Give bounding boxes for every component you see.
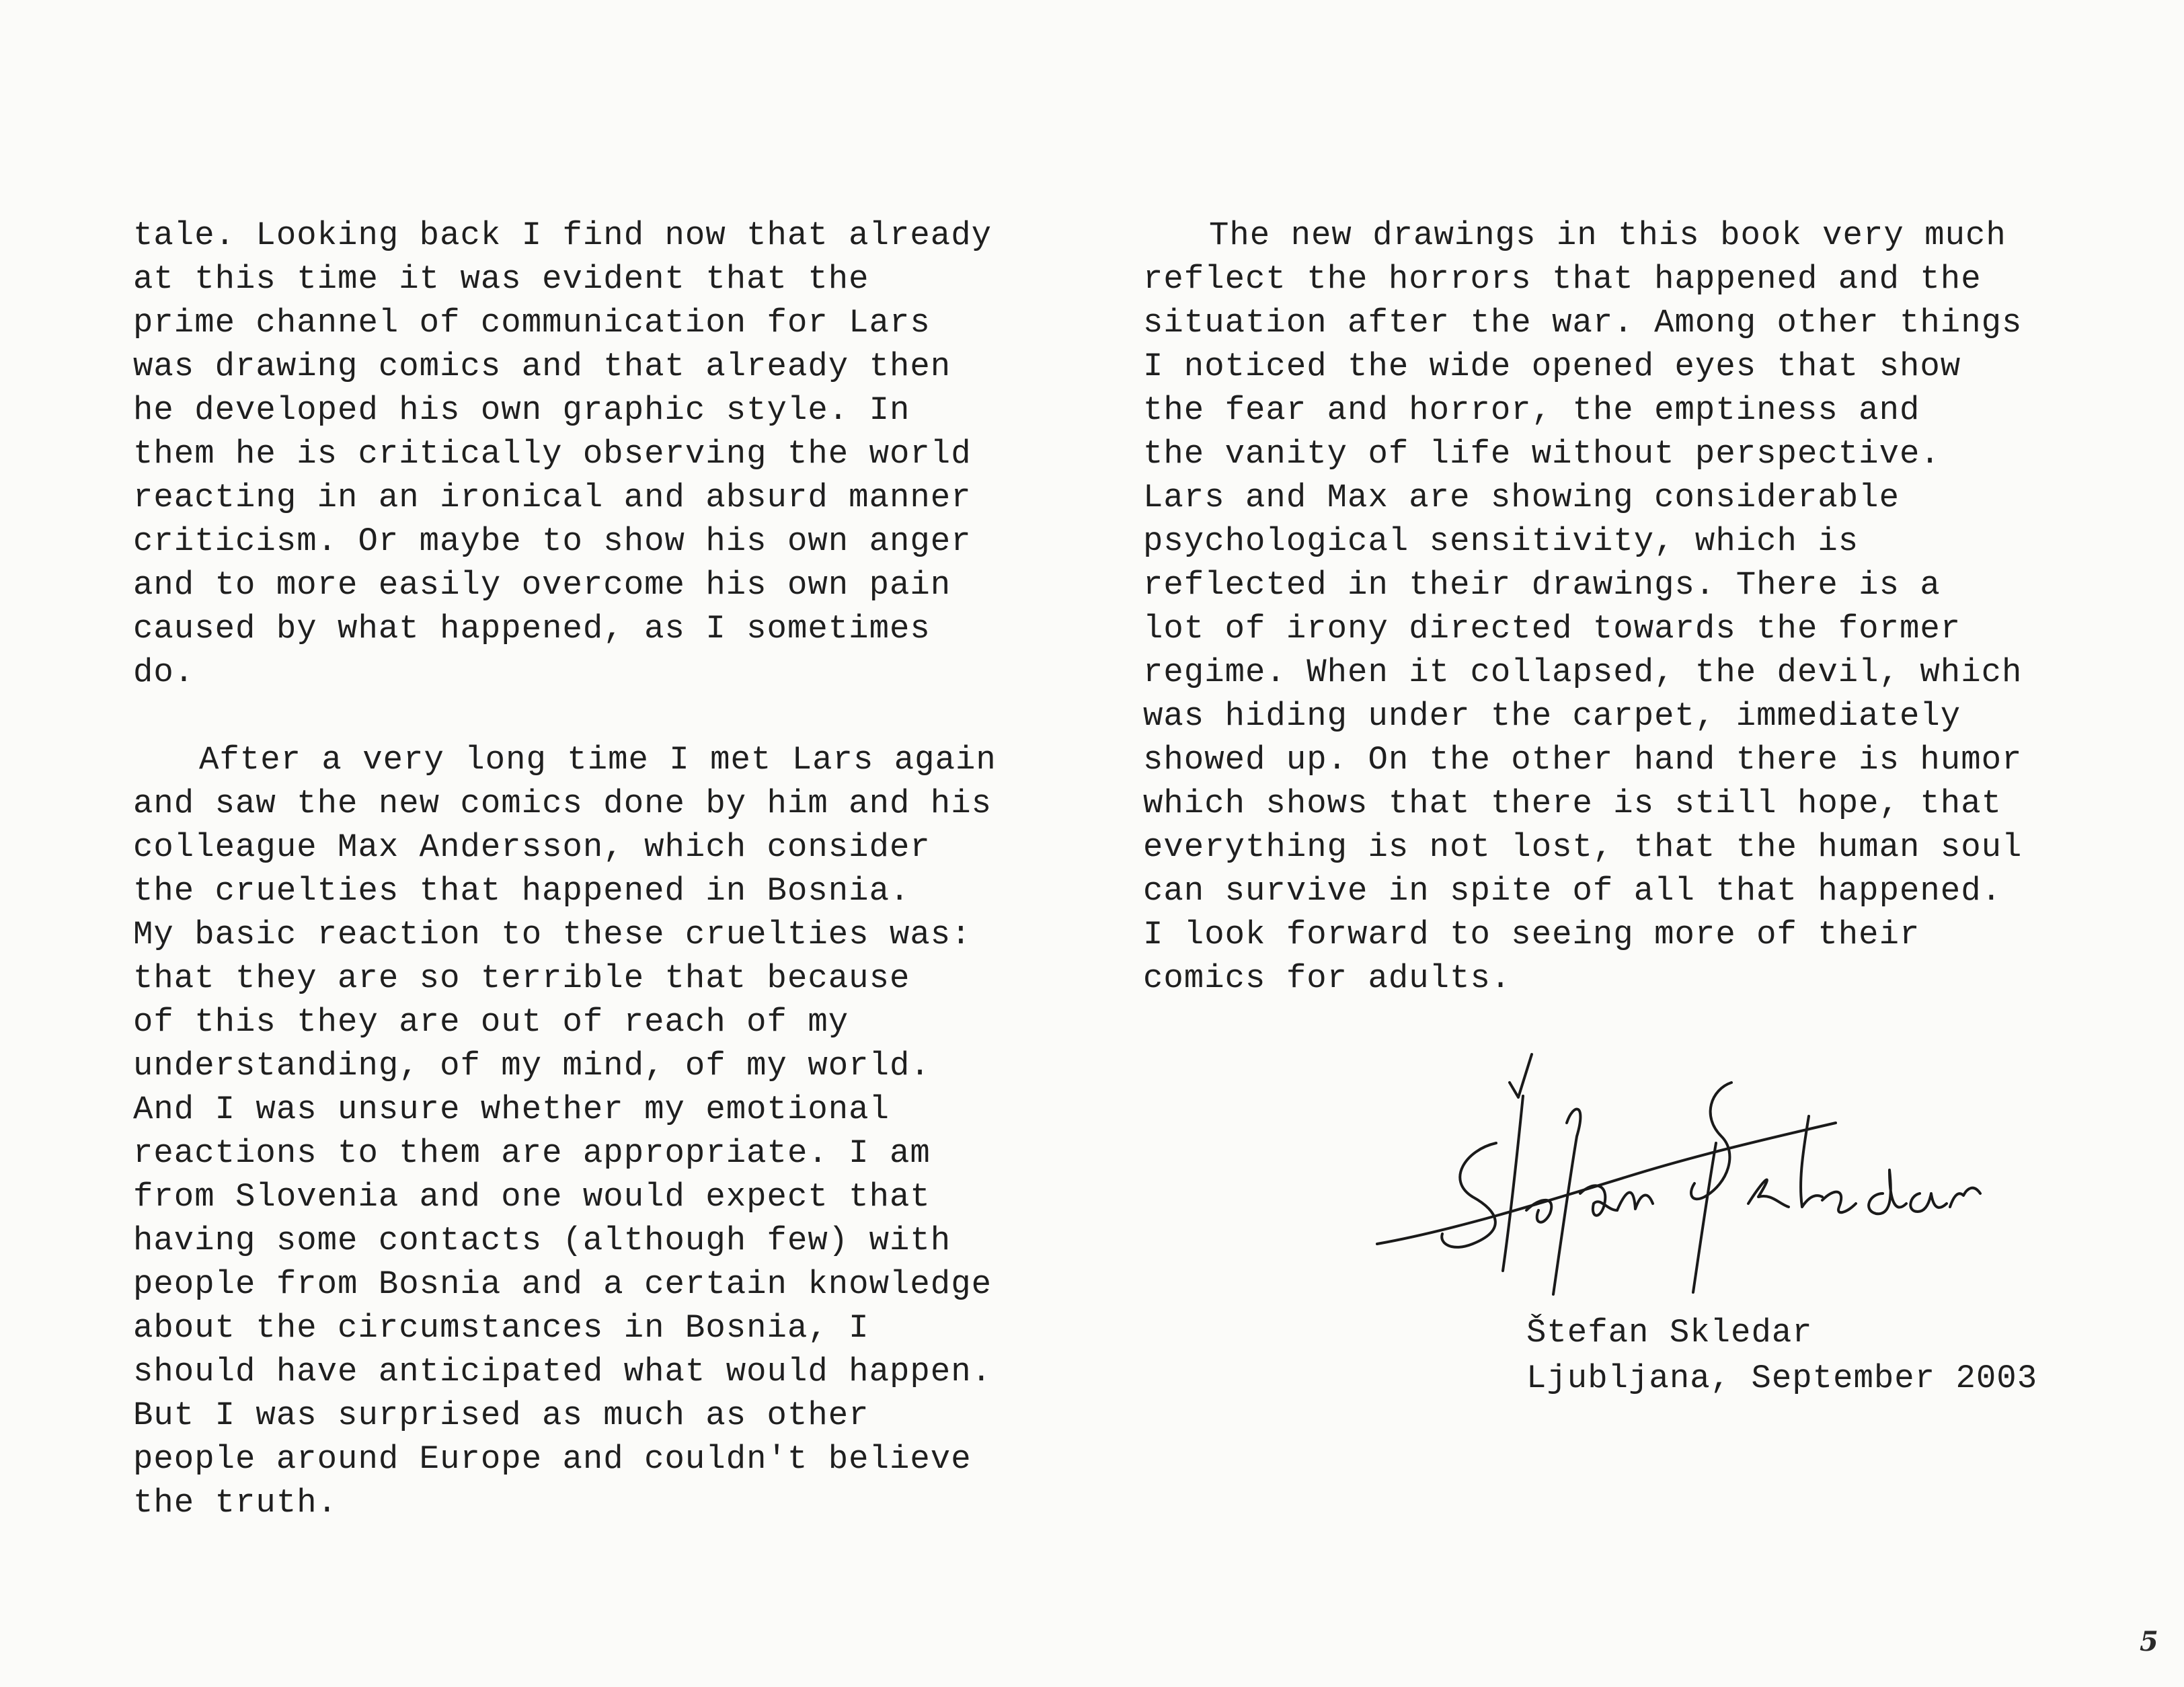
text-line: and saw the new comics done by him and his — [133, 785, 992, 822]
paragraph-left-1 — [133, 214, 1088, 695]
handwritten-signature — [1372, 1042, 1990, 1298]
text-line: prime channel of communication for Lars — [133, 304, 931, 342]
text-line: regime. When it collapsed, the devil, which — [1143, 654, 2023, 691]
text-line: showed up. On the other hand there is humor — [1143, 741, 2023, 779]
text-line: of this they are out of reach of my — [133, 1003, 849, 1041]
text-line: And I was unsure whether my emotional — [133, 1091, 890, 1128]
text-line: reflected in their drawings. There is a — [1143, 566, 1941, 604]
text-line: can survive in spite of all that happened. — [1143, 872, 2002, 910]
page-number: 5 — [2140, 1626, 2158, 1657]
text-line: the fear and horror, the emptiness and — [1143, 391, 1920, 429]
place-date: Ljubljana, September 2003 — [1526, 1360, 2038, 1397]
text-line: that they are so terrible that because — [133, 959, 910, 997]
text-line: colleague Max Andersson, which consider — [133, 828, 931, 866]
text-line: was drawing comics and that already then — [133, 348, 951, 385]
text-line: the cruelties that happened in Bosnia. — [133, 872, 910, 910]
text-line: about the circumstances in Bosnia, I — [133, 1309, 869, 1347]
text-line: situation after the war. Among other things — [1143, 304, 2023, 342]
text-line: and to more easily overcome his own pain — [133, 566, 951, 604]
left-column — [133, 214, 1088, 1525]
paragraph-gap — [133, 695, 1088, 738]
text-line: people from Bosnia and a certain knowledge — [133, 1265, 992, 1303]
text-line: But I was surprised as much as other — [133, 1397, 869, 1434]
text-line: people around Europe and couldn't believe — [133, 1440, 972, 1478]
text-line: should have anticipated what would happen. — [133, 1353, 992, 1390]
text-line: lot of irony directed towards the former — [1143, 610, 1961, 648]
text-line: having some contacts (although few) with — [133, 1222, 951, 1259]
text-line: everything is not lost, that the human soul — [1143, 828, 2023, 866]
text-line: reactions to them are appropriate. I am — [133, 1134, 931, 1172]
text-line: was hiding under the carpet, immediately — [1143, 697, 1961, 735]
text-line: The new drawings in this book very much — [1209, 217, 2006, 254]
text-line: I look forward to seeing more of their — [1143, 916, 1920, 953]
text-line: the truth. — [133, 1484, 338, 1522]
author-name: Štefan Skledar — [1526, 1314, 1813, 1351]
text-line: My basic reaction to these cruelties was: — [133, 916, 972, 953]
text-line: understanding, of my mind, of my world. — [133, 1047, 931, 1085]
text-line: which shows that there is still hope, that — [1143, 785, 2002, 822]
text-line: them he is critically observing the world — [133, 435, 972, 473]
right-column — [1143, 214, 2098, 1001]
text-line: tale. Looking back I find now that already — [133, 217, 992, 254]
text-line: reacting in an ironical and absurd manner — [133, 479, 972, 516]
text-line: criticism. Or maybe to show his own anger — [133, 522, 972, 560]
text-line: reflect the horrors that happened and the — [1143, 260, 1982, 298]
text-line: After a very long time I met Lars again — [199, 741, 997, 779]
text-line: psychological sensitivity, which is — [1143, 522, 1859, 560]
paragraph-left-2 — [133, 738, 1088, 1525]
text-line: Lars and Max are showing considerable — [1143, 479, 1900, 516]
text-line: from Slovenia and one would expect that — [133, 1178, 931, 1216]
text-line: do. — [133, 654, 195, 691]
paragraph-right-1 — [1143, 214, 2098, 1001]
text-line: comics for adults. — [1143, 959, 1512, 997]
text-line: I noticed the wide opened eyes that show — [1143, 348, 1961, 385]
text-line: caused by what happened, as I sometimes — [133, 610, 931, 648]
text-line: he developed his own graphic style. In — [133, 391, 910, 429]
text-line: the vanity of life without perspective. — [1143, 435, 1941, 473]
text-line: at this time it was evident that the — [133, 260, 869, 298]
signature-block — [1526, 1310, 2037, 1401]
